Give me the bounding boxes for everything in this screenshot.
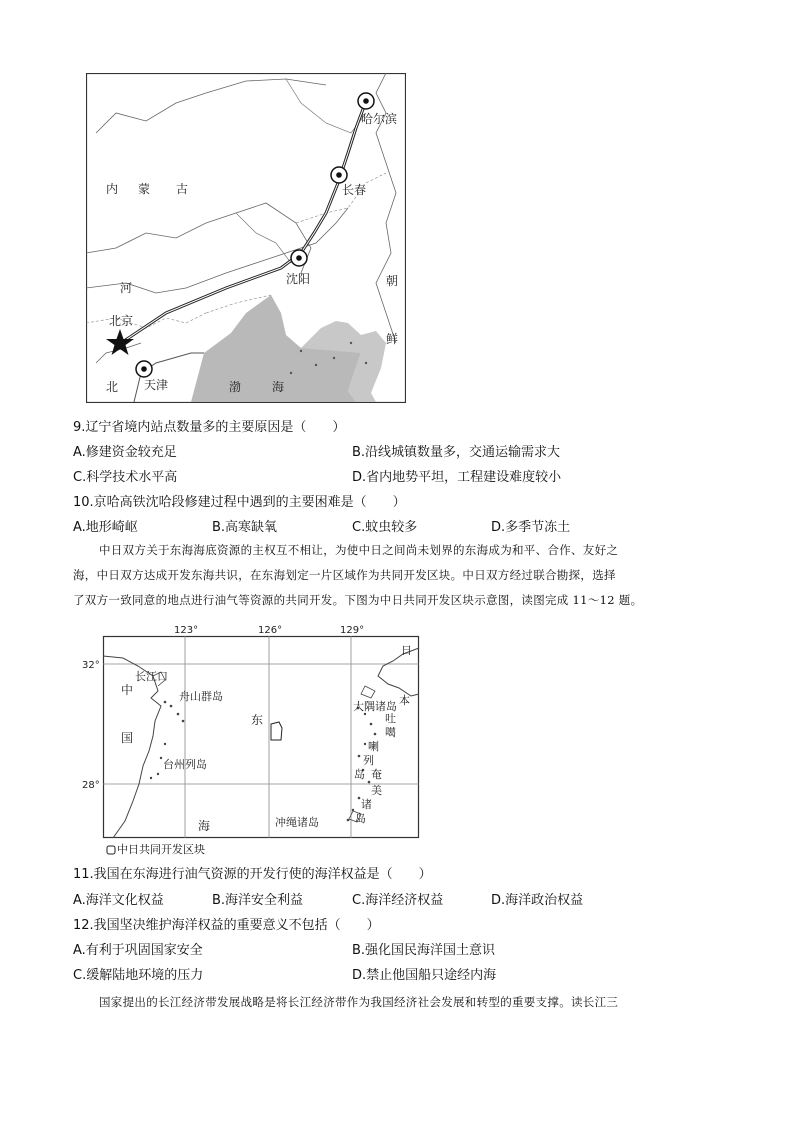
lat-28-label: 28° (82, 780, 100, 791)
changjiangkou-label: 长江口 (135, 670, 168, 683)
passage2-line1: 国家提出的长江经济带发展战略是将长江经济带作为我国经济社会发展和转型的重要支撑。读长江三 (99, 995, 619, 1009)
okinawa-label: 冲绳诸岛 (275, 816, 319, 829)
changchun-label: 长春 (342, 183, 367, 197)
q10-option-c: C.蚊虫较多 (352, 520, 418, 535)
q10-stem: 10.京哈高铁沈哈段修建过程中遇到的主要困难是（ ） (73, 495, 406, 510)
q11-stem: 11.我国在东海进行油气资源的开发行使的海洋权益是（ ） (73, 867, 432, 882)
japan-label-1: 日 (401, 644, 412, 657)
map2-legend (106, 843, 205, 857)
q10-option-b: B.高寒缺氧 (212, 520, 278, 535)
beijing-label: 北京 (109, 314, 134, 328)
tianjin-station-icon (136, 361, 152, 377)
shenyang-station-icon (291, 250, 307, 266)
shenyang-label: 沈阳 (286, 272, 311, 286)
q10-option-d: D.多季节冻土 (491, 520, 571, 535)
zone-legend-icon (106, 845, 117, 856)
lon-126-label: 126° (258, 625, 283, 636)
chaoxian-label-2: 鲜 (386, 332, 399, 346)
tokara-label-4: 列 (363, 754, 374, 767)
east-sea-label-2: 海 (198, 819, 211, 833)
q11-option-b: B.海洋安全利益 (212, 893, 304, 908)
japan-label-2: 本 (399, 694, 410, 707)
passage1-line3: 了双方一致同意的地点进行油气等资源的共同开发。下图为中日共同开发区块示意图，读图完成 11～12 题。 (73, 593, 643, 607)
lat-32-label: 32° (82, 660, 100, 671)
changchun-station-icon (331, 167, 347, 183)
zhoushan-label: 舟山群岛 (179, 690, 223, 703)
q12-option-c: C.缓解陆地环境的压力 (73, 968, 204, 983)
tianjin-label: 天津 (144, 378, 169, 392)
east-sea-label-1: 东 (251, 713, 264, 727)
q10-option-a: A.地形崎岖 (73, 520, 138, 535)
dayu-label: 大隅诸岛 (353, 700, 397, 713)
amami-label-2: 美 (371, 784, 382, 797)
q9-option-d: D.省内地势平坦，工程建设难度较小 (352, 470, 562, 485)
lon-129-label: 129° (340, 625, 365, 636)
q12-option-a: A.有利于巩固国家安全 (73, 943, 203, 958)
tokara-label-3: 喇 (368, 740, 379, 753)
amami-label-4: 岛 (355, 812, 366, 825)
neimenggu-label-1: 内 (106, 182, 119, 196)
tokara-label-1: 吐 (385, 712, 396, 725)
q9-option-c: C.科学技术水平高 (73, 470, 178, 485)
passage1-line2: 海，中日双方达成开发东海共识，在东海划定一片区域作为共同开发区块。中日双方经过联合勘探，选择 (73, 568, 616, 582)
q11-option-d: D.海洋政治权益 (491, 893, 584, 908)
q9-option-a: A.修建资金较充足 (73, 445, 177, 460)
bohai-label-1: 渤 (229, 380, 242, 394)
east-china-sea-map (82, 625, 419, 838)
neimenggu-label-2: 蒙 (138, 182, 151, 196)
joint-development-zone (271, 722, 282, 740)
china-label-2: 国 (121, 731, 134, 745)
q9-stem: 9.辽宁省境内站点数量多的主要原因是（ ） (73, 420, 346, 435)
q12-option-b: B.强化国民海洋国土意识 (352, 943, 496, 958)
harbin-station-icon (358, 93, 374, 109)
legend-label: 中日共同开发区块 (117, 843, 205, 856)
tokara-label-2: 噶 (385, 726, 396, 739)
hebei-label-1: 河 (120, 281, 133, 295)
amami-label-1: 奄 (371, 768, 382, 781)
q11-option-a: A.海洋文化权益 (73, 893, 164, 908)
tokara-label-5: 岛 (354, 768, 365, 781)
hebei-label-2: 北 (106, 380, 119, 394)
rail-route-map (86, 73, 406, 403)
neimenggu-label-3: 古 (176, 182, 189, 196)
q11-option-c: C.海洋经济权益 (352, 893, 444, 908)
q12-option-d: D.禁止他国船只途经内海 (352, 968, 497, 983)
q12-stem: 12.我国坚决维护海洋权益的重要意义不包括（ ） (73, 918, 380, 933)
harbin-label: 哈尔滨 (361, 112, 398, 126)
china-label-1: 中 (121, 683, 134, 697)
bohai-label-2: 海 (272, 380, 285, 394)
chaoxian-label-1: 朝 (386, 274, 399, 288)
lon-123-label: 123° (174, 625, 199, 636)
q9-option-b: B.沿线城镇数量多，交通运输需求大 (352, 445, 561, 460)
amami-label-3: 诸 (361, 798, 372, 811)
taizhou-label: 台州列岛 (163, 758, 207, 771)
passage1-line1: 中日双方关于东海海底资源的主权互不相让，为使中日之间尚未划界的东海成为和平、合作、友好之 (99, 543, 619, 557)
